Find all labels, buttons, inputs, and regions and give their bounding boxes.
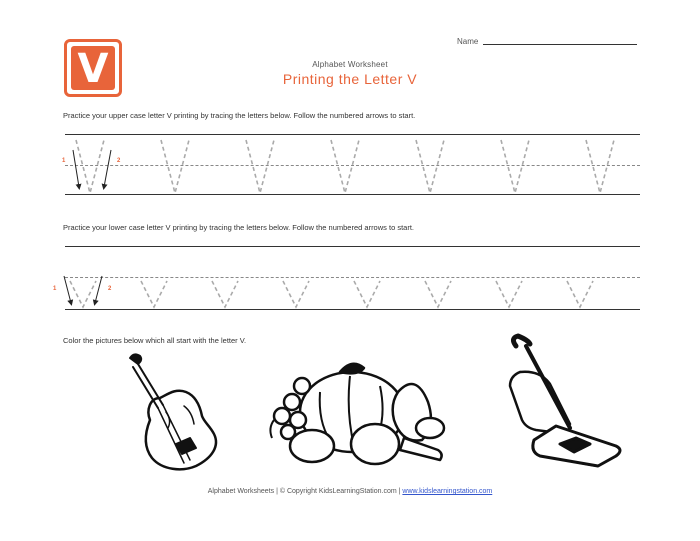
violin-icon xyxy=(130,354,216,469)
lower-trace-v xyxy=(283,281,309,307)
upper-instruction: Practice your upper case letter V printing by tracing the letters below. Follow the numbered arrows to start. xyxy=(63,111,416,120)
upper-arrow-2 xyxy=(104,150,111,187)
upper-arrow-1 xyxy=(73,150,79,187)
vacuum-icon xyxy=(510,336,620,466)
upper-trace-v xyxy=(246,140,274,193)
lower-trace-v xyxy=(212,281,238,307)
logo-letter: V xyxy=(77,45,109,92)
upper-trace-letters xyxy=(76,140,614,193)
upper-trace-v xyxy=(76,140,104,193)
lower-instruction: Practice your lower case letter V printing by tracing the letters below. Follow the numbered arrows to start. xyxy=(63,223,414,232)
lower-trace-v xyxy=(425,281,451,307)
pictures-instruction: Color the pictures below which all start with the letter V. xyxy=(63,336,247,345)
upper-trace-v xyxy=(501,140,529,193)
upper-trace-v xyxy=(161,140,189,193)
lower-trace-v xyxy=(141,281,167,307)
upper-arrows xyxy=(62,150,121,187)
upper-trace-v xyxy=(331,140,359,193)
footer xyxy=(0,488,700,495)
upper-trace-v xyxy=(416,140,444,193)
lower-trace-v xyxy=(496,281,522,307)
footer-text: Alphabet Worksheets | © Copyright KidsLearningStation.com | xyxy=(207,488,403,495)
lower-trace-v xyxy=(354,281,380,307)
lower-arrows xyxy=(53,276,112,303)
lower-trace-v xyxy=(70,281,96,307)
upper-trace-v xyxy=(586,140,614,193)
lower-arrow-1 xyxy=(64,276,71,303)
upper-arrow-2-label: 2 xyxy=(117,158,121,164)
worksheet-subtitle: Alphabet Worksheet xyxy=(312,60,388,69)
upper-arrow-1-label: 1 xyxy=(62,158,66,164)
vegetables-icon xyxy=(270,364,444,464)
worksheet-title: Printing the Letter V xyxy=(282,71,418,87)
lower-trace-v xyxy=(567,281,593,307)
lower-arrow-1-label: 1 xyxy=(53,286,57,292)
lower-arrow-2-label: 2 xyxy=(108,286,112,292)
lower-trace-letters xyxy=(70,281,593,307)
lower-arrow-2 xyxy=(95,276,102,303)
footer-link[interactable]: www.kidslearningstation.com xyxy=(402,488,493,495)
name-label: Name xyxy=(457,37,479,46)
